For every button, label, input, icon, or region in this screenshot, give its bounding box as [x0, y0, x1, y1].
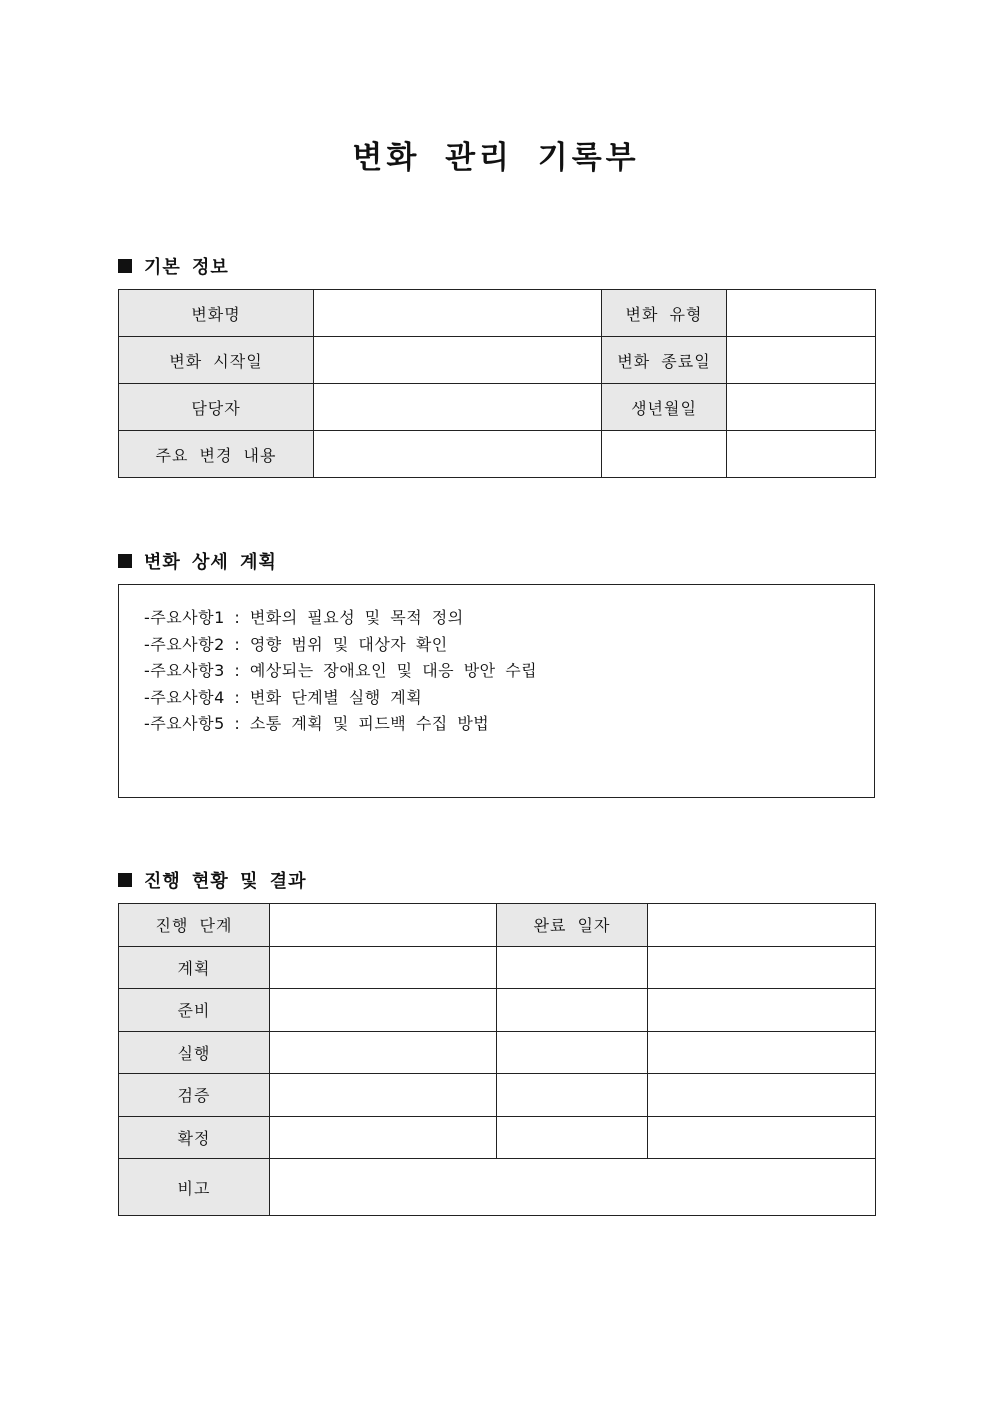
stage-date-cell[interactable] — [497, 989, 648, 1032]
stage-note-cell[interactable] — [648, 1116, 876, 1159]
header-blank-cell[interactable] — [648, 904, 876, 947]
stage-label-prepare: 준비 — [119, 989, 270, 1032]
plan-heading-text: 변화 상세 계획 — [144, 552, 277, 573]
table-row — [119, 337, 876, 384]
header-blank-cell[interactable] — [270, 904, 497, 947]
stage-date-cell[interactable] — [497, 1031, 648, 1074]
basic-info-table — [118, 289, 876, 478]
table-row — [119, 1159, 876, 1216]
document-title: 변화 관리 기록부 — [352, 140, 640, 176]
stage-date-cell[interactable] — [497, 946, 648, 989]
stage-note-cell[interactable] — [648, 946, 876, 989]
completion-date-column-header: 완료 일자 — [497, 904, 648, 947]
birthdate-field[interactable] — [727, 384, 876, 431]
table-row — [119, 946, 876, 989]
list-item: -주요사항5 : 소통 계획 및 피드백 수집 방법 — [144, 714, 490, 733]
owner-label: 담당자 — [119, 384, 314, 431]
square-bullet-icon — [118, 873, 132, 887]
stage-note-cell[interactable] — [648, 1031, 876, 1074]
stage-detail-cell[interactable] — [270, 946, 497, 989]
square-bullet-icon — [118, 554, 132, 568]
stage-detail-cell[interactable] — [270, 1116, 497, 1159]
end-date-field[interactable] — [727, 337, 876, 384]
change-type-field[interactable] — [727, 290, 876, 337]
progress-table — [118, 903, 876, 1216]
table-row — [119, 431, 876, 478]
end-date-label: 변화 종료일 — [602, 337, 727, 384]
blank-cell[interactable] — [727, 431, 876, 478]
basic-info-heading — [118, 253, 229, 279]
stage-label-plan: 계획 — [119, 946, 270, 989]
change-type-label: 변화 유형 — [602, 290, 727, 337]
list-item: -주요사항2 : 영향 범위 및 대상자 확인 — [144, 634, 448, 654]
stage-note-cell[interactable] — [648, 1074, 876, 1117]
stage-date-cell[interactable] — [497, 1074, 648, 1117]
stage-detail-cell[interactable] — [270, 1031, 497, 1074]
remarks-label: 비고 — [119, 1159, 270, 1216]
table-row — [119, 1074, 876, 1117]
owner-field[interactable] — [314, 384, 602, 431]
stage-date-cell[interactable] — [497, 1116, 648, 1159]
list-item: -주요사항4 : 변화 단계별 실행 계획 — [144, 687, 423, 707]
start-date-label: 변화 시작일 — [119, 337, 314, 384]
blank-cell[interactable] — [602, 431, 727, 478]
start-date-field[interactable] — [314, 337, 602, 384]
plan-list — [119, 585, 874, 738]
stage-detail-cell[interactable] — [270, 989, 497, 1032]
stage-label-confirm: 확정 — [119, 1116, 270, 1159]
table-row — [119, 1116, 876, 1159]
progress-heading — [118, 867, 307, 893]
remarks-field[interactable] — [270, 1159, 876, 1216]
table-row — [119, 989, 876, 1032]
list-item: -주요사항1 : 변화의 필요성 및 목적 정의 — [144, 608, 464, 627]
change-name-label: 변화명 — [119, 290, 314, 337]
plan-text-box[interactable] — [118, 584, 875, 798]
stage-label-verify: 검증 — [119, 1074, 270, 1117]
basic-info-heading-text: 기본 정보 — [144, 257, 229, 278]
list-item: -주요사항3 : 예상되는 장애요인 및 대응 방안 수립 — [144, 661, 538, 680]
stage-label-execute: 실행 — [119, 1031, 270, 1074]
table-row — [119, 1031, 876, 1074]
change-name-field[interactable] — [314, 290, 602, 337]
square-bullet-icon — [118, 259, 132, 273]
main-changes-label: 주요 변경 내용 — [119, 431, 314, 478]
main-changes-field[interactable] — [314, 431, 602, 478]
stage-note-cell[interactable] — [648, 989, 876, 1032]
table-header-row — [119, 904, 876, 947]
stage-column-header: 진행 단계 — [119, 904, 270, 947]
table-row — [119, 290, 876, 337]
progress-heading-text: 진행 현황 및 결과 — [144, 871, 307, 892]
plan-heading — [118, 548, 277, 574]
table-row — [119, 384, 876, 431]
birthdate-label: 생년월일 — [602, 384, 727, 431]
stage-detail-cell[interactable] — [270, 1074, 497, 1117]
